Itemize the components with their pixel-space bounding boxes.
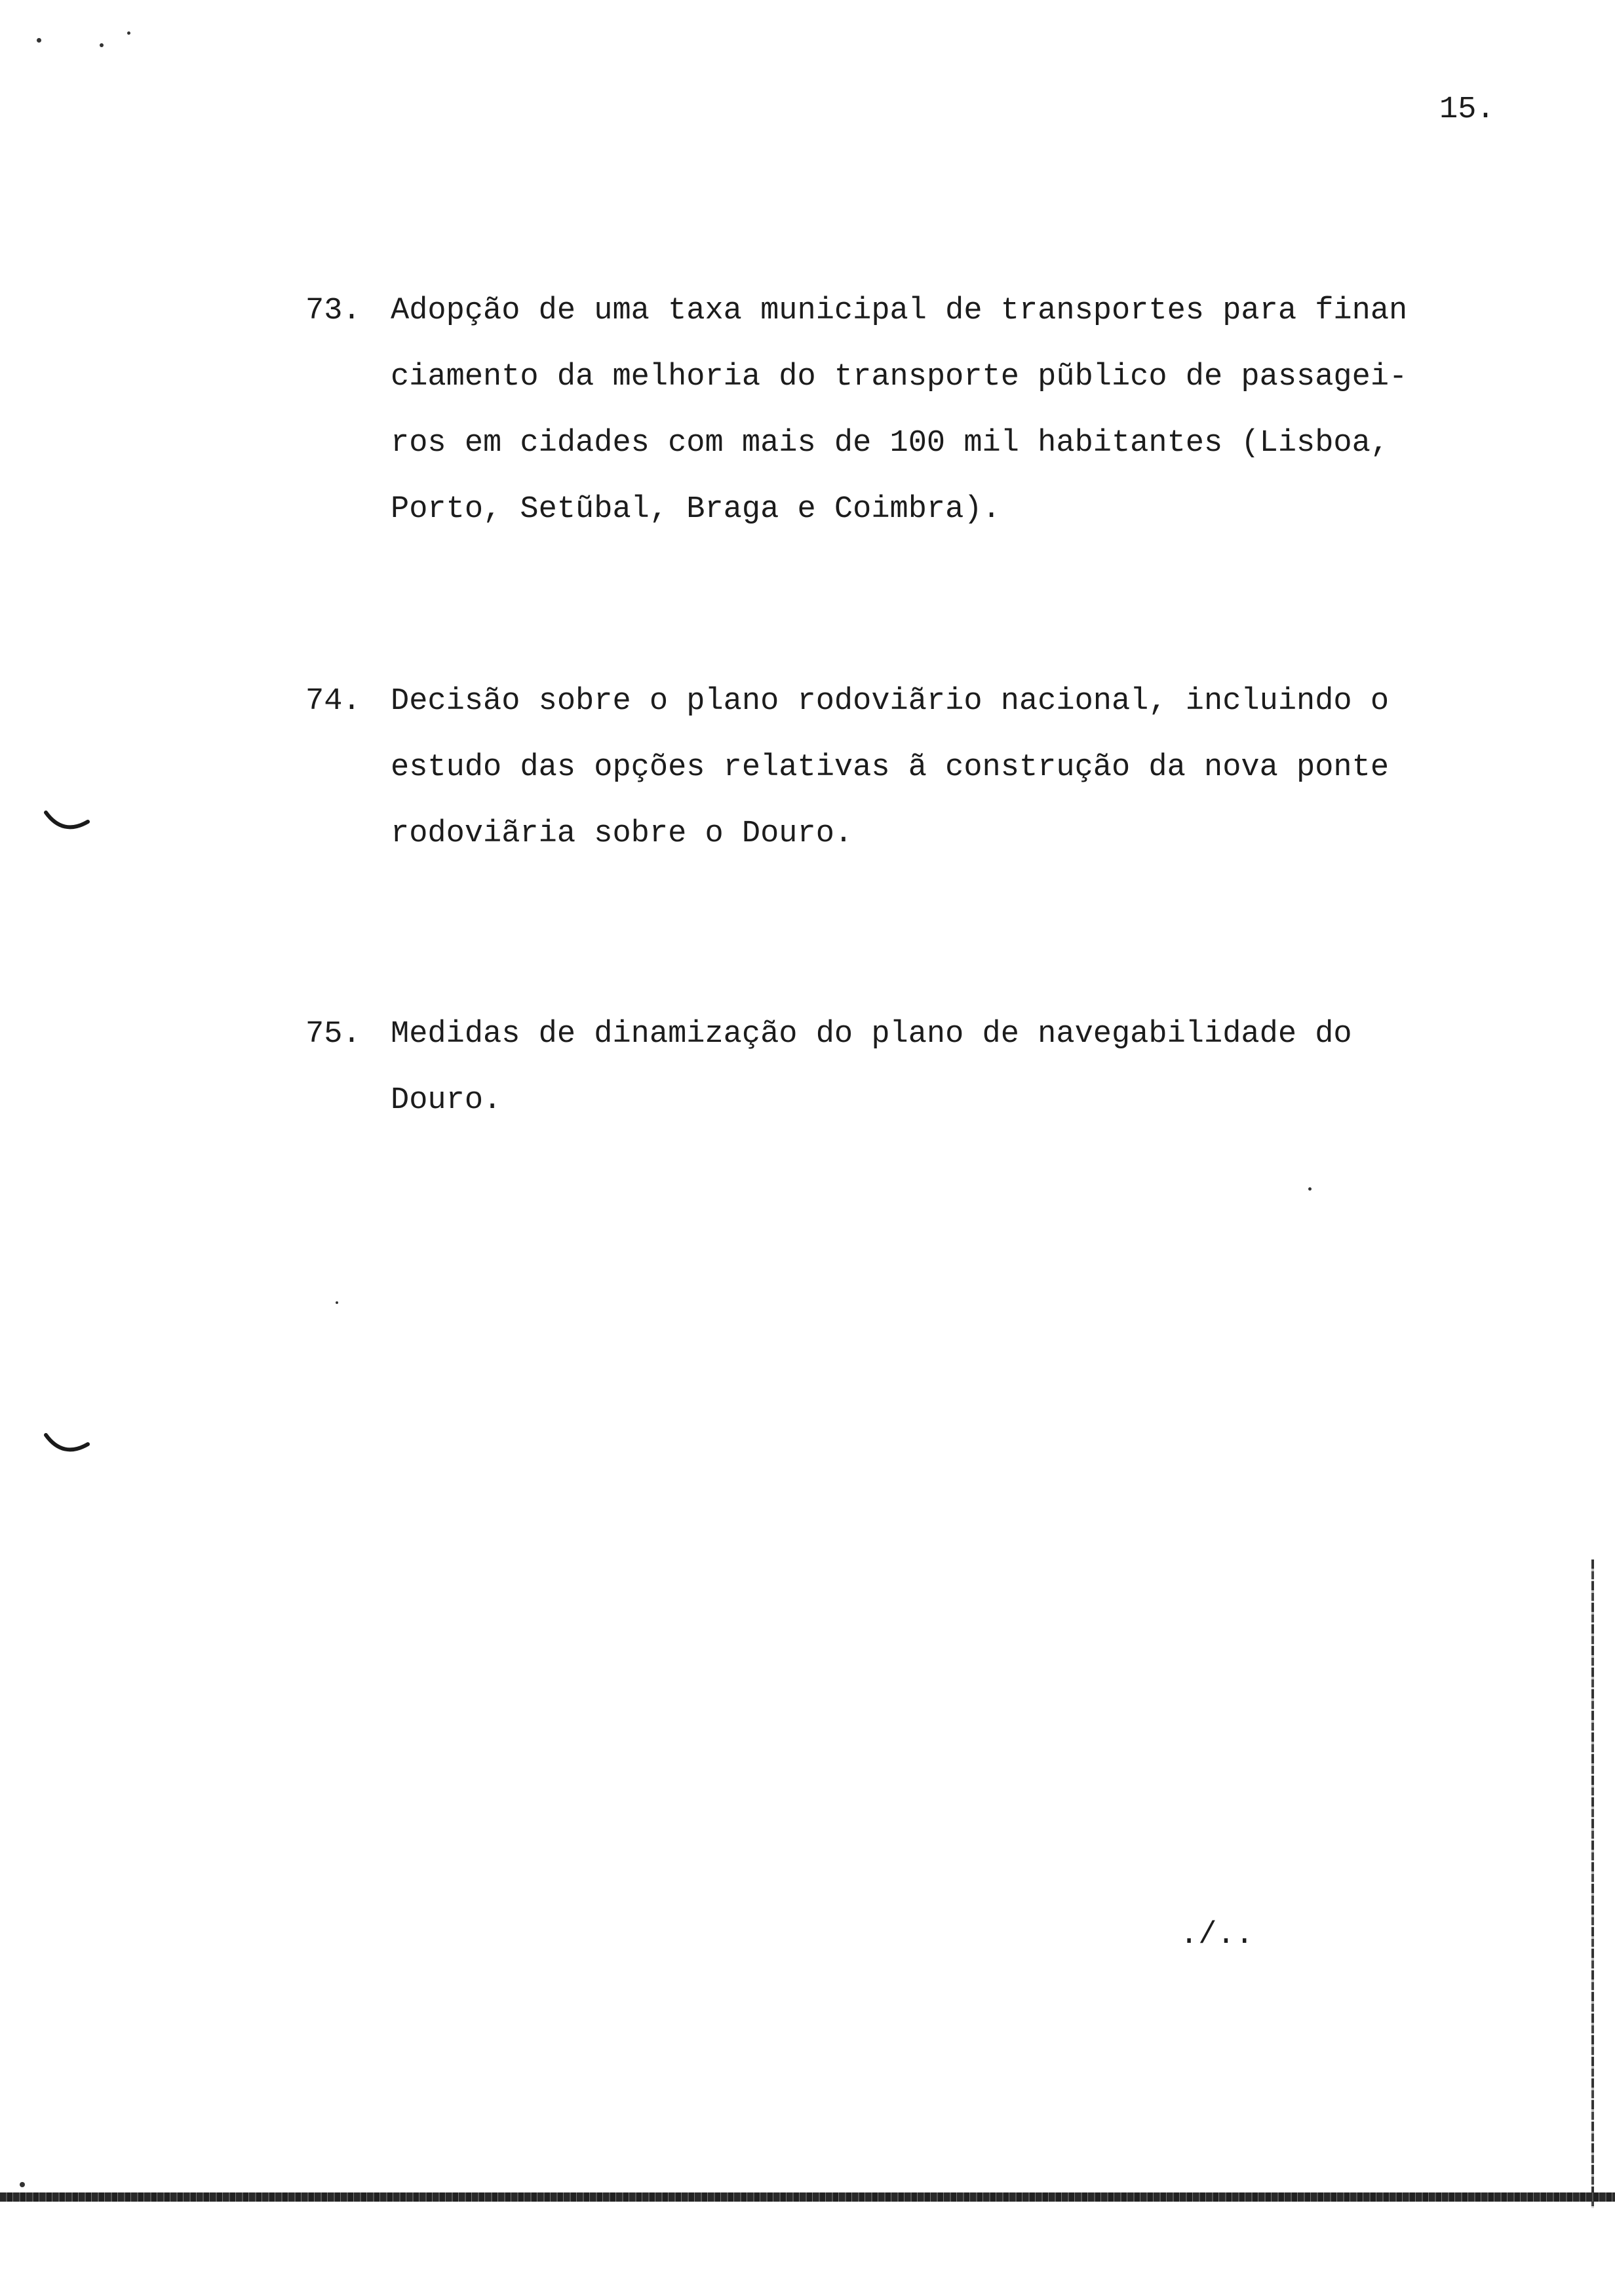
item-text-line: Douro.	[391, 1083, 502, 1118]
item-text-line: rodoviãria sobre o Douro.	[391, 816, 853, 851]
bottom-scan-border	[0, 2192, 1615, 2202]
item-text-line: Medidas de dinamização do plano de navegabilidade do	[391, 1017, 1352, 1052]
scan-speck	[37, 38, 41, 43]
scan-edge-shadow	[1591, 1559, 1594, 2208]
item-text-line: ciamento da melhoria do transporte pũblico de passagei-	[391, 360, 1408, 394]
item-text-line: Decisão sobre o plano rodoviãrio nacional, incluindo o	[391, 684, 1390, 719]
scan-speck	[100, 43, 104, 47]
scan-speck	[336, 1301, 338, 1304]
item-text-line: Porto, Setũbal, Braga e Coimbra).	[391, 492, 1001, 527]
item-number: 75.	[305, 1017, 361, 1052]
item-text	[391, 278, 1544, 543]
item-text-line: Adopção de uma taxa municipal de transportes para finan	[391, 294, 1408, 328]
scan-speck	[1308, 1187, 1312, 1191]
item-text	[391, 668, 1544, 867]
item-text-line: estudo das opções relativas ã construção da nova ponte	[391, 750, 1390, 785]
page-number: 15.	[1439, 92, 1495, 127]
scan-speck	[127, 31, 130, 35]
punch-hole-mark	[43, 1432, 90, 1456]
punch-hole-mark	[43, 810, 90, 833]
item-number: 74.	[305, 684, 361, 719]
continuation-mark: ./..	[1180, 1918, 1254, 1953]
item-number: 73.	[305, 294, 361, 328]
scan-speck	[20, 2182, 25, 2187]
item-text-line: ros em cidades com mais de 100 mil habitantes (Lisboa,	[391, 426, 1390, 461]
item-text	[391, 1001, 1544, 1134]
